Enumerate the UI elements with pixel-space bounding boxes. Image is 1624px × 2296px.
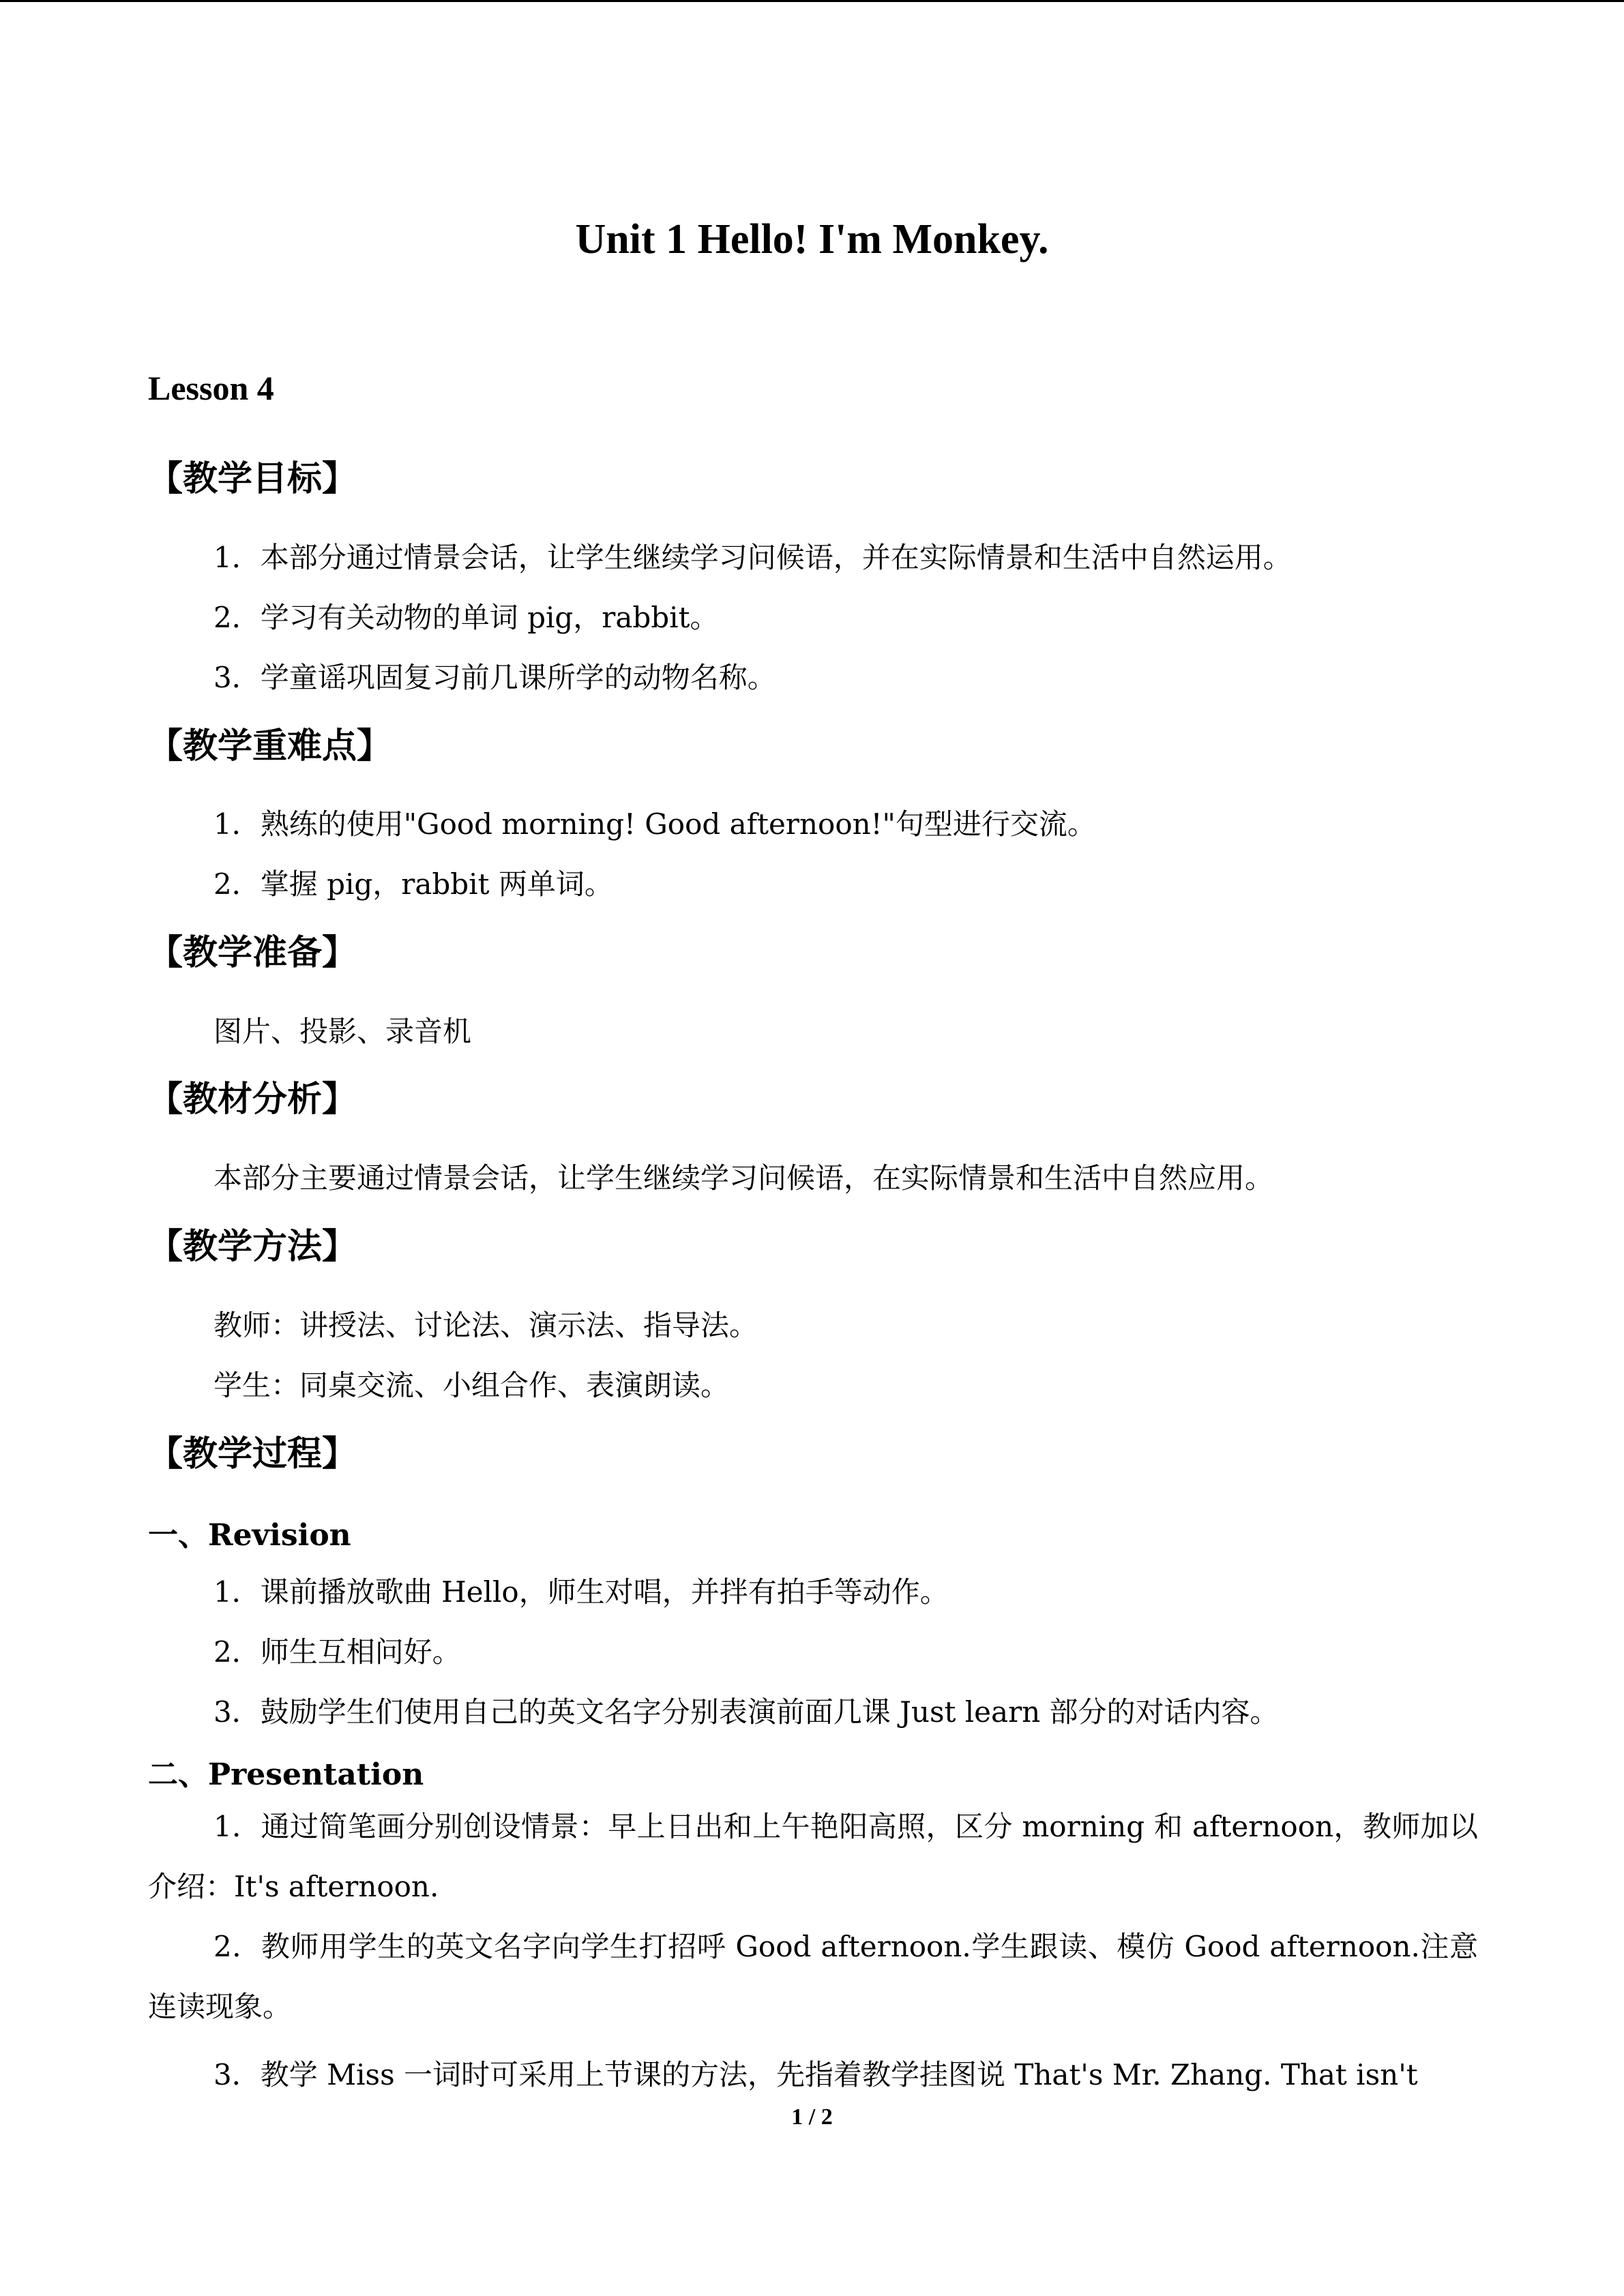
section-heading-key-points: 【教学重难点】 [148, 726, 392, 766]
key-point-item-1: 1．熟练的使用"Good morning! Good afternoon!"句型进行交流。 [213, 807, 1096, 841]
goal-item-3: 3．学童谣巩固复习前几课所学的动物名称。 [213, 661, 776, 694]
analysis-text: 本部分主要通过情景会话，让学生继续学习问候语，在实际情景和生活中自然应用。 [213, 1161, 1274, 1195]
goal-item-1: 1．本部分通过情景会话，让学生继续学习问候语，并在实际情景和生活中自然运用。 [213, 541, 1292, 574]
section-heading-preparation: 【教学准备】 [148, 933, 357, 973]
section-heading-goals: 【教学目标】 [148, 459, 357, 499]
page-title: Unit 1 Hello! I'm Monkey. [575, 216, 1049, 263]
section-heading-analysis: 【教材分析】 [148, 1079, 357, 1120]
page-number: 1 / 2 [791, 2104, 833, 2130]
section-heading-process: 【教学过程】 [148, 1434, 357, 1474]
methods-teacher: 教师：讲授法、讨论法、演示法、指导法。 [213, 1309, 758, 1342]
methods-student: 学生：同桌交流、小组合作、表演朗读。 [213, 1369, 730, 1402]
presentation-item-1: 1．通过简笔画分别创设情景：早上日出和上午艳阳高照，区分 morning 和 afternoon，教师加以介绍：It's afternoon. [148, 1810, 1478, 1903]
revision-item-1: 1．课前播放歌曲 Hello，师生对唱，并拌有拍手等动作。 [213, 1575, 949, 1609]
lesson-label: Lesson 4 [148, 369, 274, 407]
subsection-revision: 一、Revision [148, 1518, 351, 1553]
preparation-text: 图片、投影、录音机 [213, 1015, 472, 1048]
subsection-presentation: 二、Presentation [148, 1757, 424, 1792]
revision-item-2: 2．师生互相问好。 [213, 1635, 461, 1669]
revision-item-3: 3．鼓励学生们使用自己的英文名字分别表演前面几课 Just learn 部分的对话内容。 [213, 1695, 1279, 1729]
section-heading-methods: 【教学方法】 [148, 1227, 357, 1267]
page-top-border [0, 0, 1624, 2]
goal-item-2: 2．学习有关动物的单词 pig，rabbit。 [213, 601, 719, 634]
presentation-item-3: 3．教学 Miss 一词时可采用上节课的方法，先指着教学挂图说 That's Mr. Zhang. That isn't [213, 2058, 1418, 2091]
key-point-item-2: 2．掌握 pig，rabbit 两单词。 [213, 867, 613, 901]
presentation-item-2: 2．教师用学生的英文名字向学生打招呼 Good afternoon.学生跟读、模仿 Good afternoon.注意连读现象。 [148, 1930, 1478, 2023]
